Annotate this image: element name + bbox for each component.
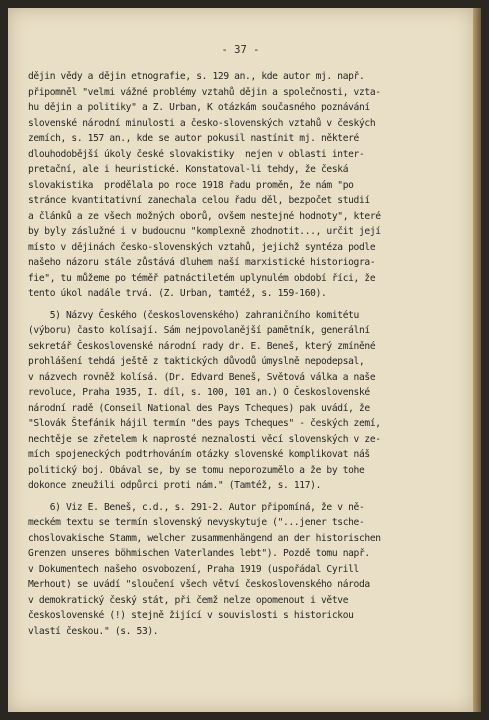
text-line: slovakistika prodělala po roce 1918 řadu proměn, že nám "po	[28, 179, 354, 191]
text-line: dlouhodobější úkoly české slovakistiky nejen v oblasti inter-	[28, 148, 365, 160]
text-line: našeho názoru stále zůstává dluhem naší marxistické historiogra-	[28, 257, 376, 268]
text-line: československé (!) stejně žijící v souvislosti s historickou	[28, 610, 354, 621]
text-line: vlastí českou." (s. 53).	[28, 625, 159, 637]
text-line: revoluce, Praha 1935, I. díl, s. 100, 101 an.) O Československé	[28, 387, 370, 398]
text-line: připomněl "velmi vážné problémy vztahů dějin a společnosti, vzta-	[28, 86, 381, 98]
text-line: zemích, s. 157 an., kde se autor pokusil nastínit mj. některé	[28, 133, 359, 144]
body-text	[28, 69, 456, 639]
text-line: dokonce zneužili odpůrci proti nám." (Tamtéž, s. 117).	[28, 480, 322, 491]
paragraph	[28, 69, 456, 302]
text-line: slovenské národní minulosti a česko-slovenských vztahů v českých	[28, 117, 376, 129]
text-line: by byly záslužné i v budoucnu "komplexně zhodnotit..., určit její	[28, 226, 381, 237]
text-line: Grenzen unseres böhmischen Vaterlandes lebt"). Pozdě tomu např.	[28, 548, 370, 559]
text-line: pretační, ale i heuristické. Konstatoval-li tehdy, že česká	[28, 164, 349, 175]
page-number: - 37 -	[221, 44, 260, 56]
text-line: tento úkol nadále trvá. (Z. Urban, tamtéž, s. 159-160).	[28, 288, 327, 299]
text-line: místo v dějinách česko-slovenských vztahů, jejichž syntéza podle	[28, 241, 376, 253]
page-edge	[473, 8, 481, 712]
document-page	[8, 8, 473, 712]
text-line: národní radě (Conseil National des Pays Tcheques) pak uvádí, že	[28, 402, 370, 414]
text-line: hu dějin a politiky" a Z. Urban, K otázkám současného poznávání	[28, 102, 370, 113]
text-line: 6) Viz E. Beneš, c.d., s. 291-2. Autor připomíná, že v ně-	[28, 501, 365, 513]
text-line: dějin vědy a dějin etnografie, s. 129 an., kde autor mj. např.	[28, 71, 365, 82]
text-line: prohlášení tehdá ještě z taktických důvodů úmyslně nepodepsal,	[28, 356, 365, 367]
text-line: stránce kvantitativní zanechala celou řadu děl, bezpočet studií	[28, 195, 370, 206]
text-line: 5) Názvy Českého (československého) zahraničního komitétu	[28, 309, 359, 321]
text-line: nechtěje se zřetelem k naprosté neznalosti věcí slovenských v ze-	[28, 433, 381, 445]
text-line: v Dokumentech našeho osvobození, Praha 1919 (uspořádal Cyrill	[28, 563, 359, 575]
paragraph	[28, 308, 456, 494]
text-line: choslovakische Stamm, welcher zusammenhängend an der historischen	[28, 532, 381, 544]
text-line: a článků a ze všech možných oborů, ovšem nestejné hodnoty", které	[28, 210, 381, 222]
text-line: v názvech rovněž kolísá. (Dr. Edvard Beneš, Světová válka a naše	[28, 371, 376, 383]
text-line: politický boj. Obával se, by se tomu neporozumělo a že by tohe	[28, 464, 365, 476]
text-line: "Slovák Štefánik hájil termín "des pays Tcheques" - českých zemí,	[28, 418, 381, 429]
text-line: mích spojeneckých podtrhováním otázky slovenské komplikovat náš	[28, 449, 370, 460]
text-line: v demokratický český stát, při čemž nelze opomenout i větve	[28, 594, 349, 606]
paragraph	[28, 500, 456, 640]
text-line: Merhout) se uvádí "sloučení všech větví československého národa	[28, 579, 370, 590]
text-line: (výboru) často kolísají. Sám nejpovolanější pamětník, generální	[28, 325, 370, 336]
text-line: sekretář Československé národní rady dr. E. Beneš, který zmíněné	[28, 340, 376, 352]
text-line: fie", tu můžeme po téměř patnáctiletém uplynulém období říci, že	[28, 272, 376, 284]
text-line: meckém textu se termín slovenský nevyskytuje ("...jener tsche-	[28, 517, 365, 528]
